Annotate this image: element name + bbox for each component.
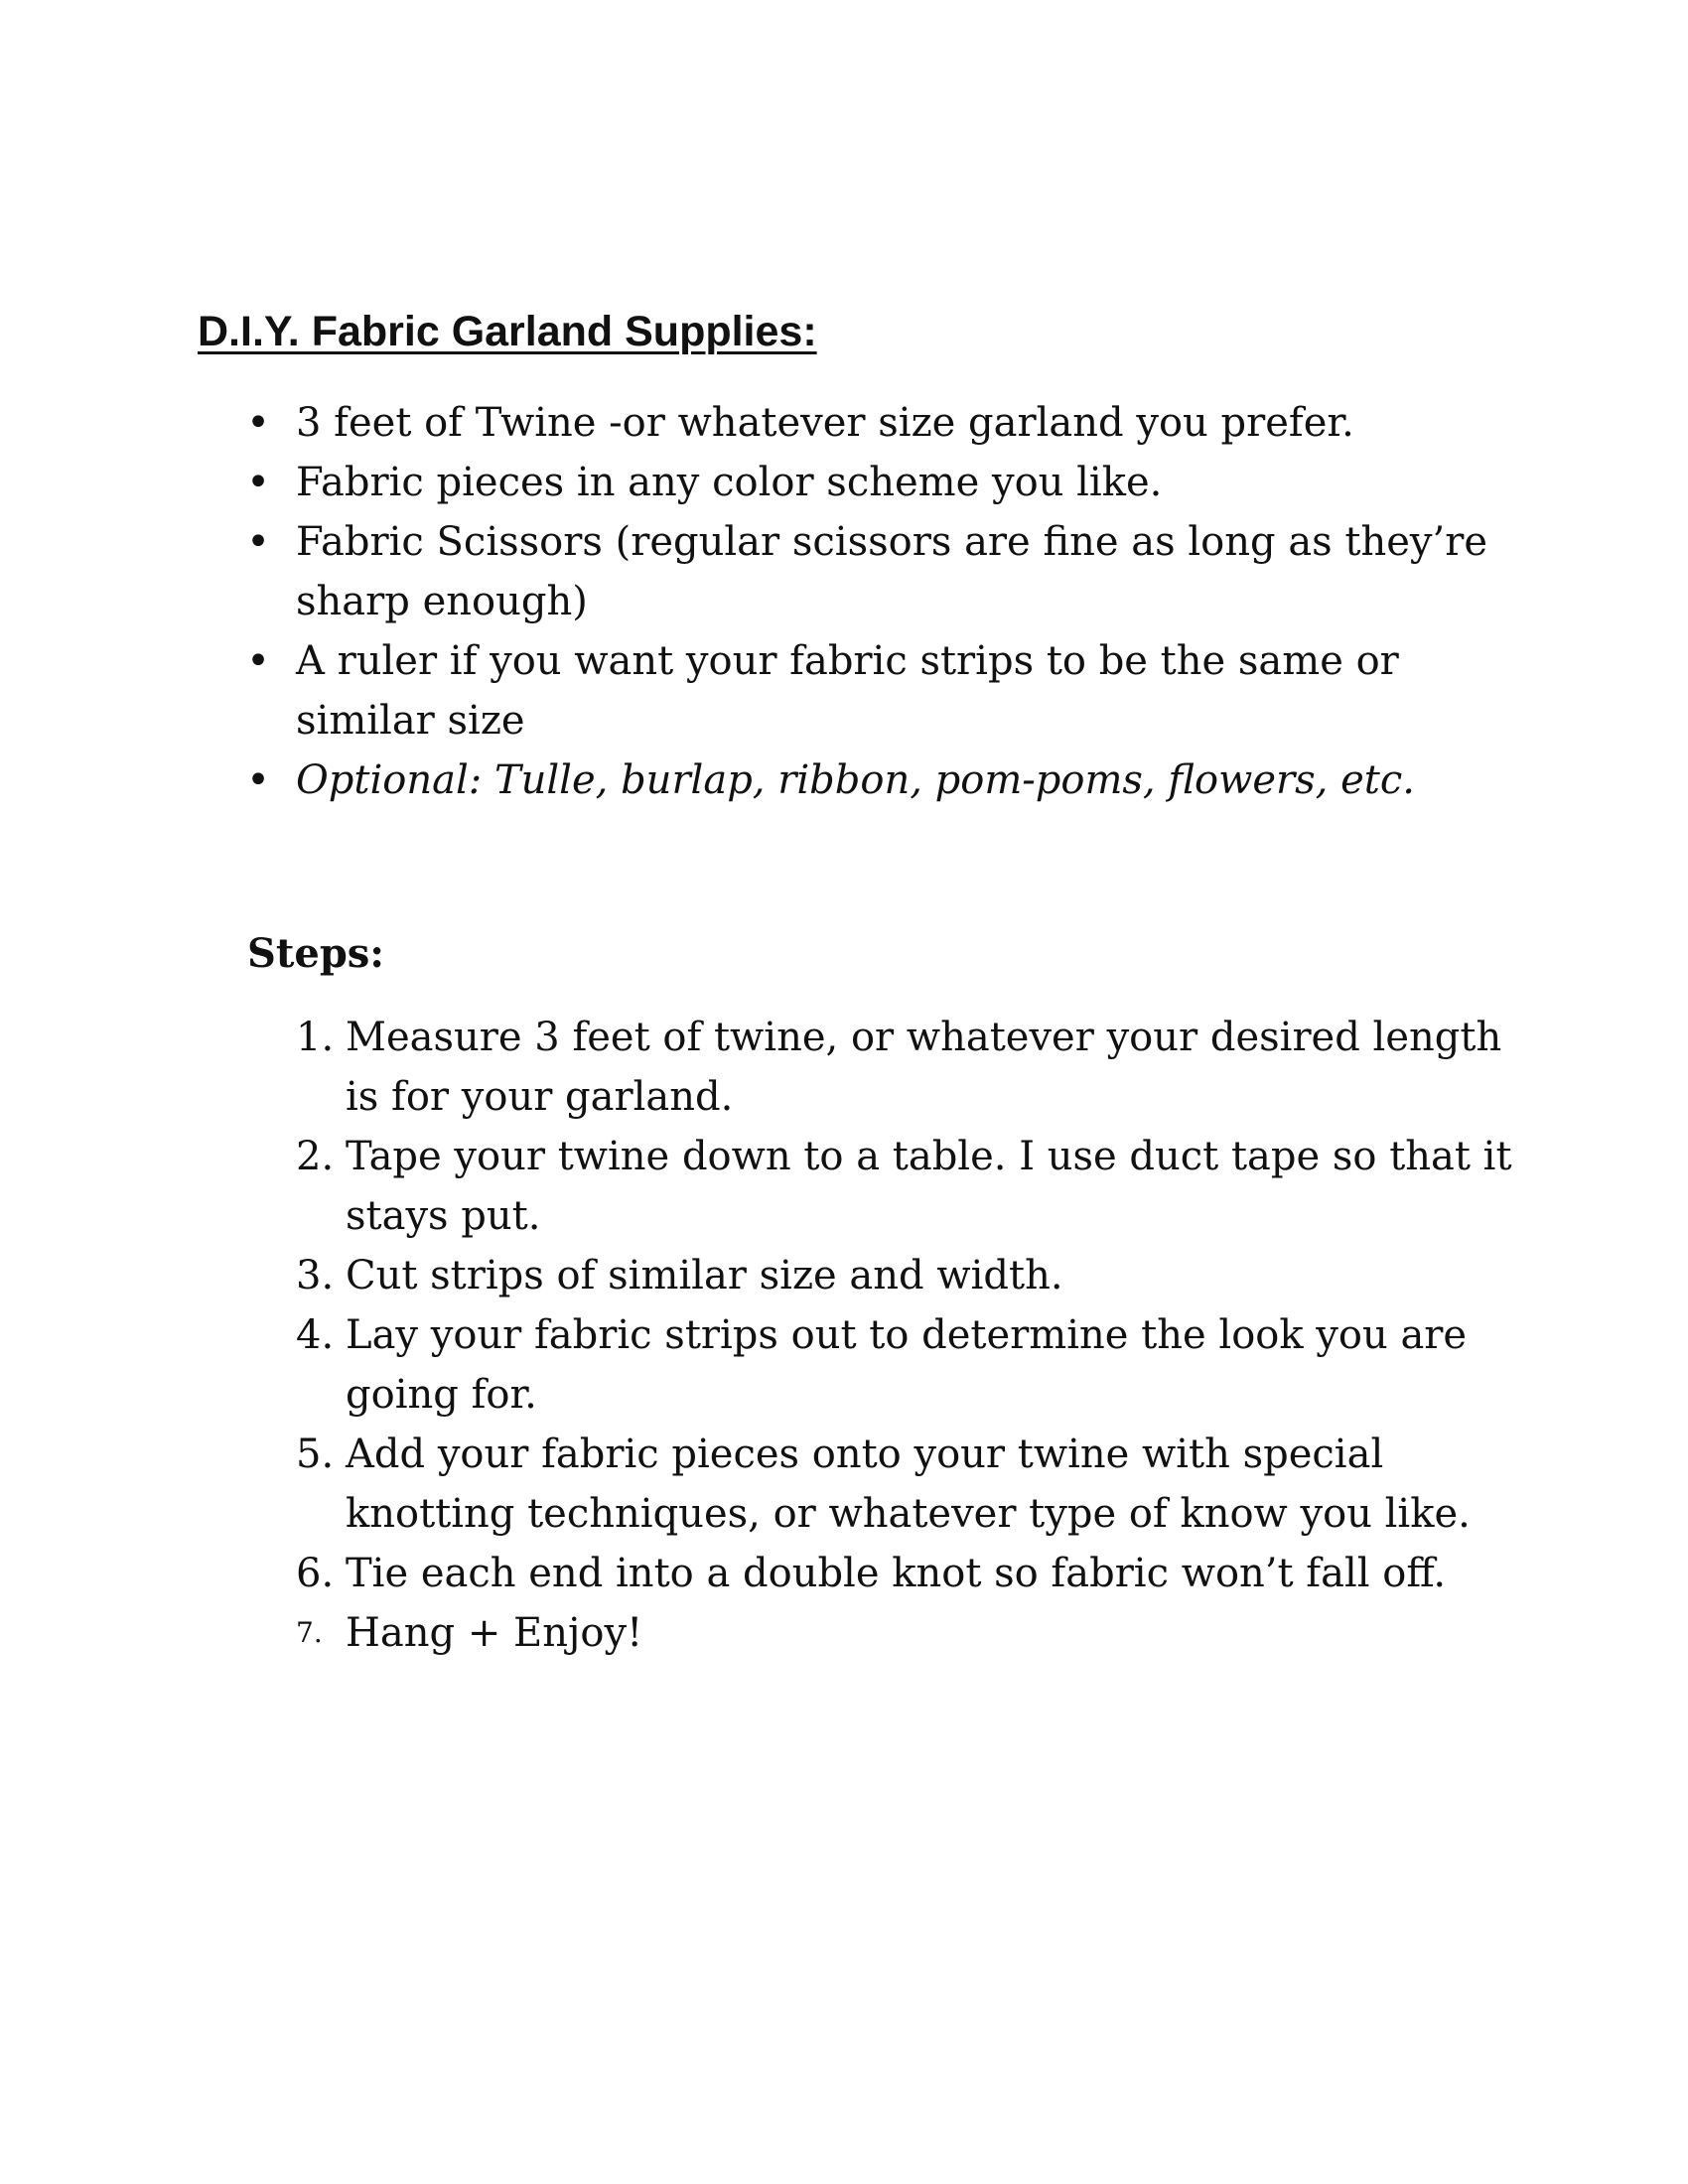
list-item	[246, 453, 1517, 512]
list-item	[246, 751, 1517, 810]
supplies-list	[246, 393, 1517, 810]
list-item	[296, 1305, 1517, 1425]
supply-text: Fabric pieces in any color scheme you like.	[296, 460, 1163, 505]
list-item	[246, 393, 1517, 453]
bullet-icon: •	[246, 757, 270, 803]
list-item	[296, 1008, 1517, 1127]
step-number: 4.	[296, 1312, 335, 1358]
step-number: 3.	[296, 1253, 335, 1298]
step-number: 2.	[296, 1134, 335, 1179]
step-text: Lay your fabric strips out to determine the look you are going for.	[346, 1312, 1468, 1418]
supply-text-optional: Optional: Tulle, burlap, ribbon, pom-poms, flowers, etc.	[296, 757, 1415, 803]
step-number: 7.	[296, 1616, 323, 1649]
list-item	[296, 1603, 1517, 1663]
bullet-icon: •	[246, 400, 270, 446]
list-item	[296, 1544, 1517, 1603]
supply-text: 3 feet of Twine -or whatever size garland you prefer.	[296, 400, 1354, 446]
step-text: Hang + Enjoy!	[346, 1610, 643, 1656]
bullet-icon: •	[246, 519, 270, 565]
supply-text: A ruler if you want your fabric strips to be the same or similar size	[296, 638, 1399, 744]
list-item	[296, 1425, 1517, 1544]
bullet-icon: •	[246, 638, 270, 684]
list-item	[246, 512, 1517, 631]
supply-text: Fabric Scissors (regular scissors are fine as long as they’re sharp enough)	[296, 519, 1488, 624]
step-number: 5.	[296, 1432, 335, 1477]
page-title: D.I.Y. Fabric Garland Supplies:	[198, 308, 817, 355]
step-text: Measure 3 feet of twine, or whatever your desired length is for your garland.	[346, 1015, 1502, 1120]
list-item	[296, 1127, 1517, 1246]
list-item	[246, 631, 1517, 751]
step-text: Add your fabric pieces onto your twine with special knotting techniques, or whatever type of know you like.	[346, 1432, 1471, 1537]
list-item	[296, 1246, 1517, 1305]
steps-list	[296, 1008, 1517, 1663]
steps-heading: Steps:	[247, 930, 385, 977]
step-number: 1.	[296, 1015, 335, 1060]
step-text: Cut strips of similar size and width.	[346, 1253, 1063, 1298]
step-number: 6.	[296, 1551, 335, 1596]
step-text: Tape your twine down to a table. I use duct tape so that it stays put.	[346, 1134, 1512, 1239]
step-text: Tie each end into a double knot so fabric won’t fall off.	[346, 1551, 1447, 1596]
bullet-icon: •	[246, 460, 270, 505]
